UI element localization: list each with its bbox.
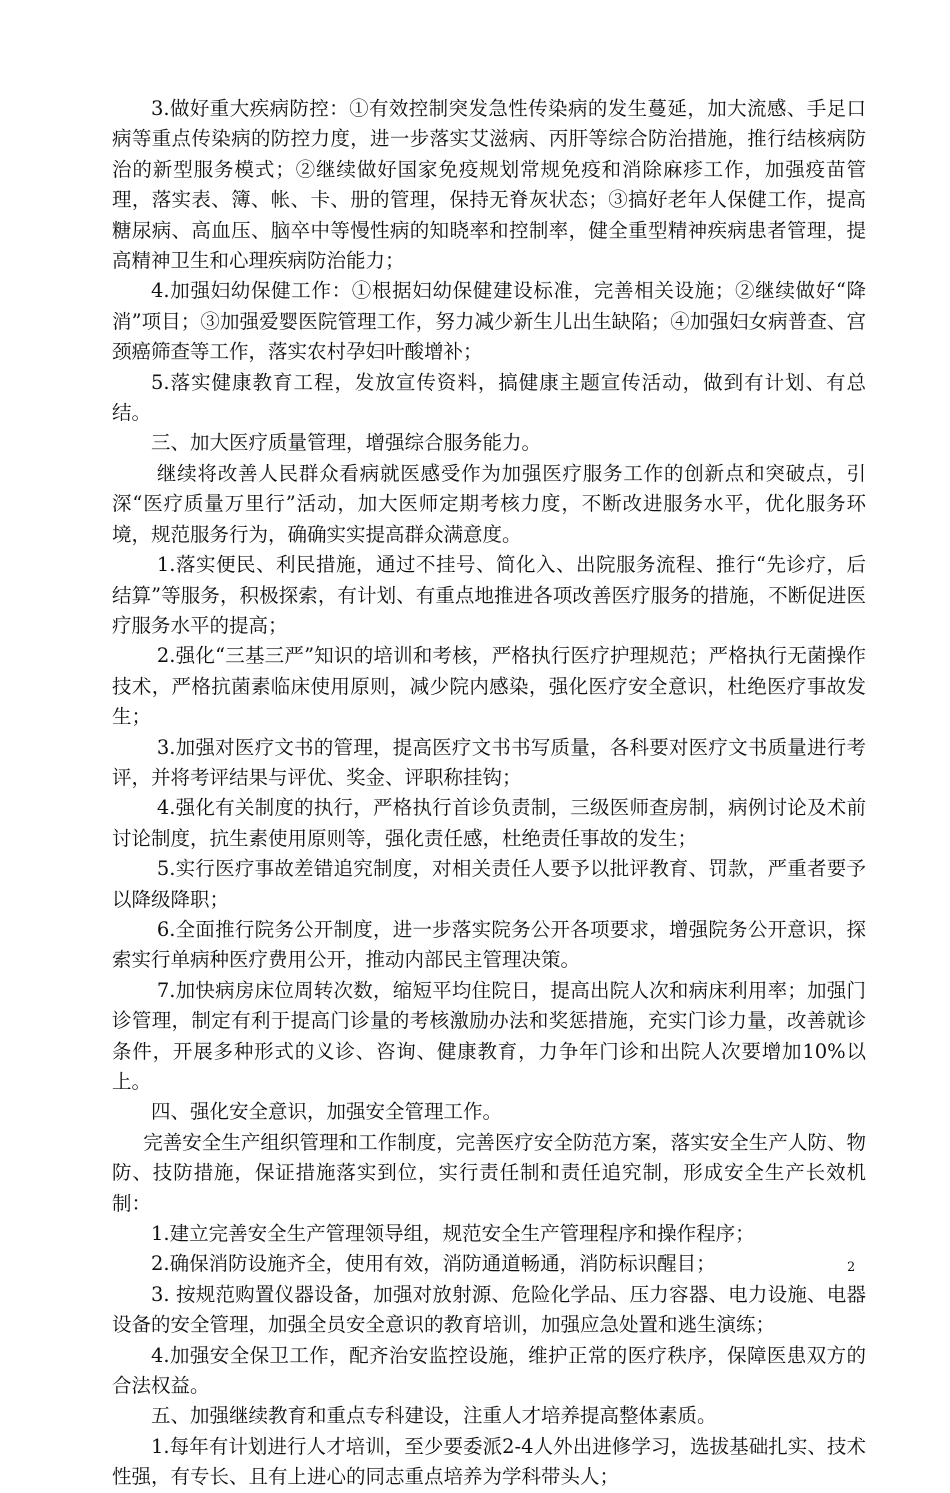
section-heading-5: 五、加强继续教育和重点专科建设，注重人才培养提高整体素质。	[151, 1404, 717, 1428]
paragraph-transparency: 6.全面推行院务公开制度，进一步落实院务公开各项要求，增强院务公开意识，探索实行单病种医疗费用公开，推动内部民主管理决策。	[112, 917, 866, 972]
paragraph-safety-intro: 完善安全生产组织管理和工作制度，完善医疗安全防范方案，落实安全生产人防、物防、技防措施，保证措施落实到位，实行责任制和责任追究制，形成安全生产长效机制：	[112, 1130, 866, 1215]
body-text	[112, 94, 866, 1493]
paragraph-fire-safety: 2.确保消防设施齐全，使用有效，消防通道畅通，消防标识醒目；	[151, 1252, 716, 1276]
paragraph-maternal-health: 4.加强妇幼保健工作：①根据妇幼保健建设标准，完善相关设施；②继续做好“降消”项目；③加强爱婴医院管理工作，努力减少新生儿出生缺陷；④加强妇女病普查、宫颈癌筛查等工作，落实农村孕妇叶酸增补；	[112, 279, 866, 364]
paragraph-equipment: 3. 按规范购置仪器设备，加强对放射源、危险化学品、压力容器、电力设施、电器设备的安全管理，加强全员安全意识的教育培训，加强应急处置和逃生演练；	[112, 1282, 866, 1337]
paragraph-service-intro: 继续将改善人民群众看病就医感受作为加强医疗服务工作的创新点和突破点，引深“医疗质量万里行”活动，加大医师定期考核力度，不断改进服务水平，优化服务环境，规范服务行为，确确实实提高群众满意度。	[112, 461, 866, 546]
section-heading-4: 四、强化安全意识，加强安全管理工作。	[151, 1100, 503, 1124]
paragraph-talent-training: 1.每年有计划进行人才培训，至少要委派2-4人外出进修学习，选拔基础扎实、技术性强，有专长、且有上进心的同志重点培养为学科带头人；	[112, 1434, 866, 1489]
paragraph-training: 2.强化“三基三严”知识的培训和考核，严格执行医疗护理规范；严格执行无菌操作技术，严格抗菌素临床使用原则，减少院内感染，强化医疗安全意识，杜绝医疗事故发生；	[112, 644, 866, 729]
paragraph-convenience: 1.落实便民、利民措施，通过不挂号、简化入、出院服务流程、推行“先诊疗，后结算”等服务，积极探索，有计划、有重点地推进各项改善医疗服务的措施，不断促进医疗服务水平的提高；	[112, 553, 866, 637]
paragraph-regulations: 4.强化有关制度的执行，严格执行首诊负责制，三级医师查房制，病例讨论及术前讨论制度，抗生素使用原则等，强化责任感，杜绝责任事故的发生；	[112, 796, 866, 850]
paragraph-safety-group: 1.建立完善安全生产管理领导组，规范安全生产管理程序和操作程序；	[151, 1222, 755, 1246]
paragraph-documents: 3.加强对医疗文书的管理，提高医疗文书书写质量，各科要对医疗文书质量进行考评，并将考评结果与评优、奖金、评职称挂钩；	[112, 735, 866, 789]
paragraph-security: 4.加强安全保卫工作，配齐治安监控设施，维护正常的医疗秩序，保障医患双方的合法权益。	[112, 1343, 866, 1398]
paragraph-health-education: 5.落实健康教育工程，发放宣传资料，搞健康主题宣传活动，做到有计划、有总结。	[112, 370, 866, 425]
section-heading-3: 三、加大医疗质量管理，增强综合服务能力。	[151, 431, 542, 455]
paragraph-bed-turnover: 7.加快病房床位周转次数，缩短平均住院日，提高出院人次和病床利用率；加强门诊管理，制定有利于提高门诊量的考核激励办法和奖惩措施，充实门诊力量，改善就诊条件，开展多种形式的义诊、咨询、健康教育，力争年门诊和出院人次要增加10%以上。	[112, 978, 866, 1093]
paragraph-accountability: 5.实行医疗事故差错追究制度，对相关责任人要予以批评教育、罚款，严重者要予以降级降职；	[112, 857, 866, 911]
page-number: 2	[847, 1260, 856, 1275]
paragraph-disease-control: 3.做好重大疾病防控：①有效控制突发急性传染病的发生蔓延，加大流感、手足口病等重点传染病的防控力度，进一步落实艾滋病、丙肝等综合防治措施，推行结核病防治的新型服务模式；②继续做好国家免疫规划常规免疫和消除麻疹工作，加强疫苗管理，落实表、簿、帐、卡、册的管理，保持无脊灰状态；③搞好老年人保健工作，提高糖尿病、高血压、脑卒中等慢性病的知晓率和控制率，健全重型精神疾病患者管理，提高精神卫生和心理疾病防治能力；	[112, 97, 866, 273]
